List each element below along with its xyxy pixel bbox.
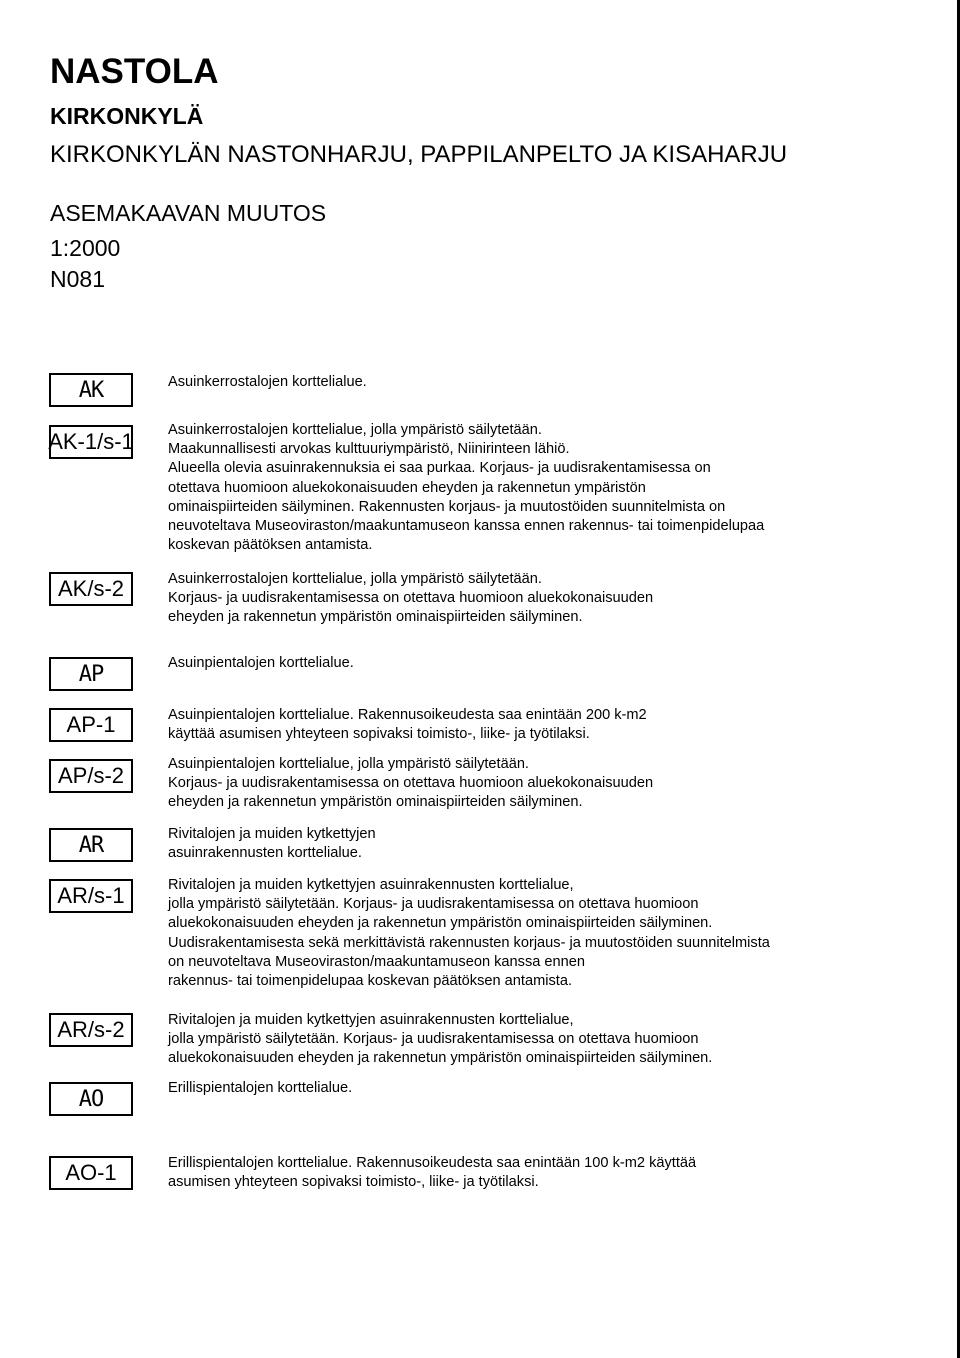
plan-id: N081 <box>50 266 105 292</box>
legend-desc-ap: Asuinpientalojen korttelialue. <box>168 655 354 671</box>
legend-desc-ak-1-s-1: Asuinkerrostalojen korttelialue, jolla ympäristö säilytetään. Maakunnallisesti arvokas kulttuuriympäristö, Niinirinteen lähiö. Alueella olevia asuinrakennuksia ei saa purkaa. Korjaus- ja uudisrakentamisessa on otettava huomioon aluekokonaisuuden eheyden ja rakennetun ympäristön ominaispiirteiden säilyminen. Rakennusten korjaus- ja muutostöiden suunnitelmista on neuvoteltava Museoviraston/maakuntamuseon kanssa ennen rakennus- tai toimenpidelupaa koskevan päätöksen antamista. <box>168 422 765 554</box>
legend-code-ao: AO <box>49 1082 133 1116</box>
municipality-title: NASTOLA <box>50 52 219 91</box>
legend-code-ap-1: AP-1 <box>49 708 133 742</box>
village-title: KIRKONKYLÄ <box>50 103 204 129</box>
legend-desc-ak-s-2: Asuinkerrostalojen korttelialue, jolla ympäristö säilytetään. Korjaus- ja uudisrakentamisessa on otettava huomioon aluekokonaisuuden eheyden ja rakennetun ympäristön ominaispiirteiden säilyminen. <box>168 571 654 626</box>
legend-code-ap-s-2: AP/s-2 <box>49 759 133 793</box>
legend-desc-ao: Erillispientalojen korttelialue. <box>168 1080 353 1096</box>
legend-desc-ar-s-1: Rivitalojen ja muiden kytkettyjen asuinrakennusten korttelialue, jolla ympäristö säilytetään. Korjaus- ja uudisrakentamisessa on otettava huomioon aluekokonaisuuden eheyden ja rakennetun ympäristön ominaispiirteiden säilyminen. Uudisrakentamisesta sekä merkittävistä rakennusten korjaus- ja muutostöiden suunnitelmista on neuvoteltava Museoviraston/maakuntamuseon kanssa ennen rakennus- tai toimenpidelupaa koskevan päätöksen antamista. <box>168 877 770 990</box>
legend-desc-ar: Rivitalojen ja muiden kytkettyjen asuinrakennusten korttelialue. <box>168 826 376 862</box>
legend-code-ak-s-2: AK/s-2 <box>49 572 133 606</box>
legend-desc-ak: Asuinkerrostalojen korttelialue. <box>168 374 367 390</box>
area-title: KIRKONKYLÄN NASTONHARJU, PAPPILANPELTO JA KISAHARJU <box>50 141 788 168</box>
plan-scale: 1:2000 <box>50 235 121 261</box>
legend-code-ap: AP <box>49 657 133 691</box>
legend-desc-ar-s-2: Rivitalojen ja muiden kytkettyjen asuinrakennusten korttelialue, jolla ympäristö säilytetään. Korjaus- ja uudisrakentamisessa on otettava huomioon aluekokonaisuuden eheyden ja rakennetun ympäristön ominaispiirteiden säilyminen. <box>168 1012 713 1067</box>
legend-desc-ap-1: Asuinpientalojen korttelialue. Rakennusoikeudesta saa enintään 200 k-m2 käyttää asumisen yhteyteen sopivaksi toimisto-, liike- ja työtilaksi. <box>168 707 647 743</box>
legend-desc-ap-s-2: Asuinpientalojen korttelialue, jolla ympäristö säilytetään. Korjaus- ja uudisrakentamisessa on otettava huomioon aluekokonaisuuden eheyden ja rakennetun ympäristön ominaispiirteiden säilyminen. <box>168 756 654 811</box>
legend-code-ak: AK <box>49 373 133 407</box>
legend-code-ar: AR <box>49 828 133 862</box>
legend-code-ak-1-s-1: AK-1/s-1 <box>49 425 133 459</box>
legend-code-ao-1: AO-1 <box>49 1156 133 1190</box>
legend-code-ar-s-1: AR/s-1 <box>49 879 133 913</box>
legend-desc-ao-1: Erillispientalojen korttelialue. Rakennusoikeudesta saa enintään 100 k-m2 käyttää asumisen yhteyteen sopivaksi toimisto-, liike- ja työtilaksi. <box>168 1155 697 1191</box>
legend-code-ar-s-2: AR/s-2 <box>49 1013 133 1047</box>
plan-type: ASEMAKAAVAN MUUTOS <box>50 200 327 226</box>
